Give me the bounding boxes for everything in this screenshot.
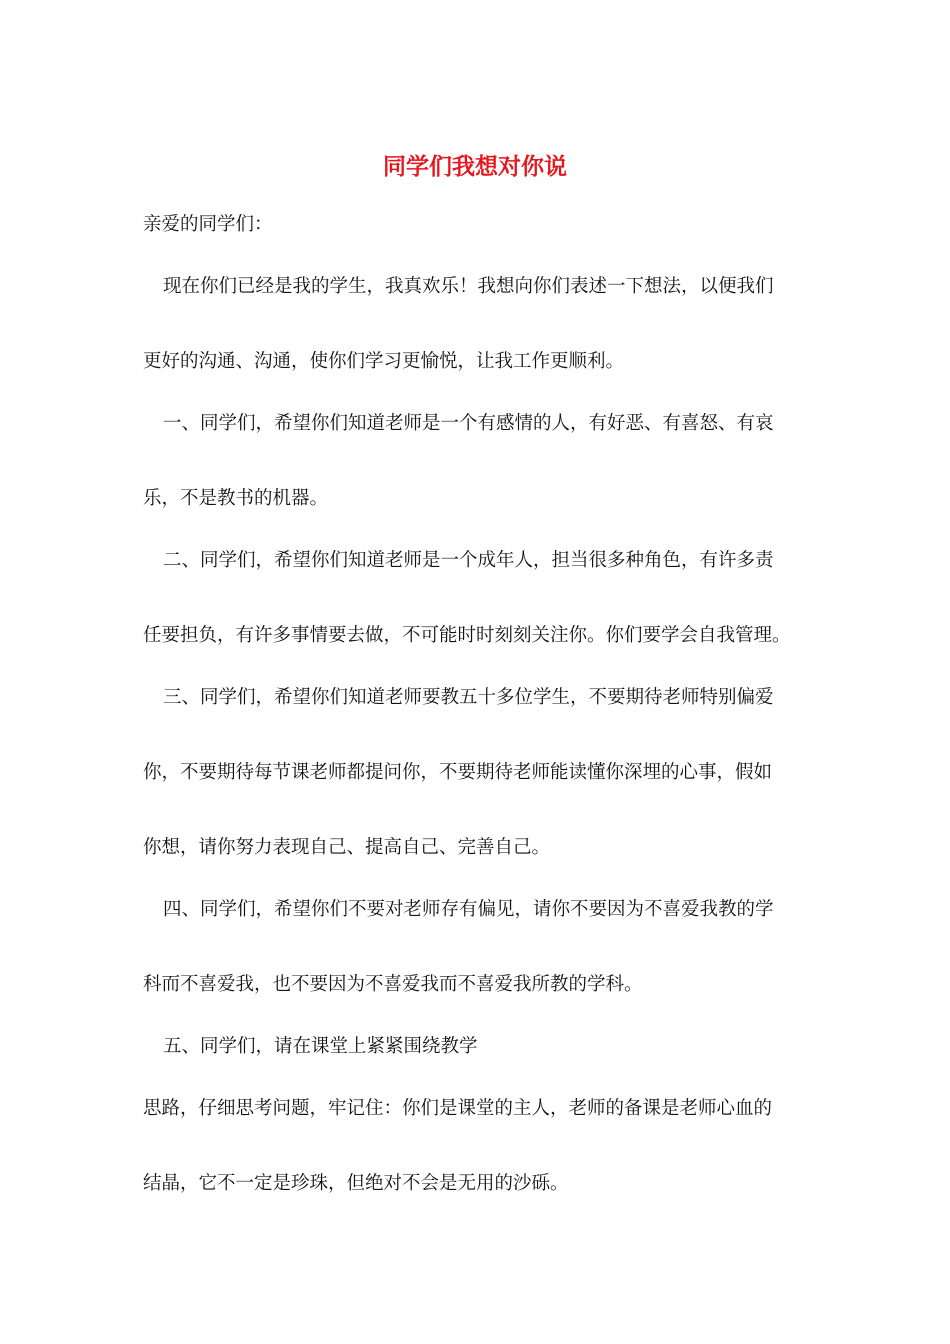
paragraph-line: 乐，不是教书的机器。 [143,488,329,509]
paragraph-line: 任要担负，有许多事情要去做，不可能时时刻刻关注你。你们要学会自我管理。 [143,625,791,646]
paragraph-line: 更好的沟通、沟通，使你们学习更愉悦，让我工作更顺利。 [143,351,625,372]
paragraph-line: 你想，请你努力表现自己、提高自己、完善自己。 [143,837,551,858]
paragraph-line: 科而不喜爱我，也不要因为不喜爱我而不喜爱我所教的学科。 [143,974,643,995]
paragraph-line: 五、同学们，请在课堂上紧紧围绕教学 [163,1036,478,1057]
paragraph-line: 你，不要期待每节课老师都提问你，不要期待老师能读懂你深埋的心事，假如 [143,762,773,783]
paragraph-line: 三、同学们，希望你们知道老师要教五十多位学生，不要期待老师特别偏爱 [163,687,774,708]
paragraph-line: 思路，仔细思考问题，牢记住：你们是课堂的主人，老师的备课是老师心血的 [143,1098,773,1119]
document-title: 同学们我想对你说 [383,153,567,180]
paragraph-line: 一、同学们，希望你们知道老师是一个有感情的人，有好恶、有喜怒、有哀 [163,413,774,434]
paragraph-line: 结晶，它不一定是珍珠，但绝对不会是无用的沙砾。 [143,1173,569,1194]
paragraph-line: 二、同学们，希望你们知道老师是一个成年人，担当很多种角色，有许多责 [163,550,774,571]
paragraph-line: 四、同学们，希望你们不要对老师存有偏见，请你不要因为不喜爱我教的学 [163,899,774,920]
paragraph-line: 现在你们已经是我的学生，我真欢乐！我想向你们表述一下想法，以便我们 [163,276,774,297]
salutation: 亲爱的同学们： [143,214,273,235]
